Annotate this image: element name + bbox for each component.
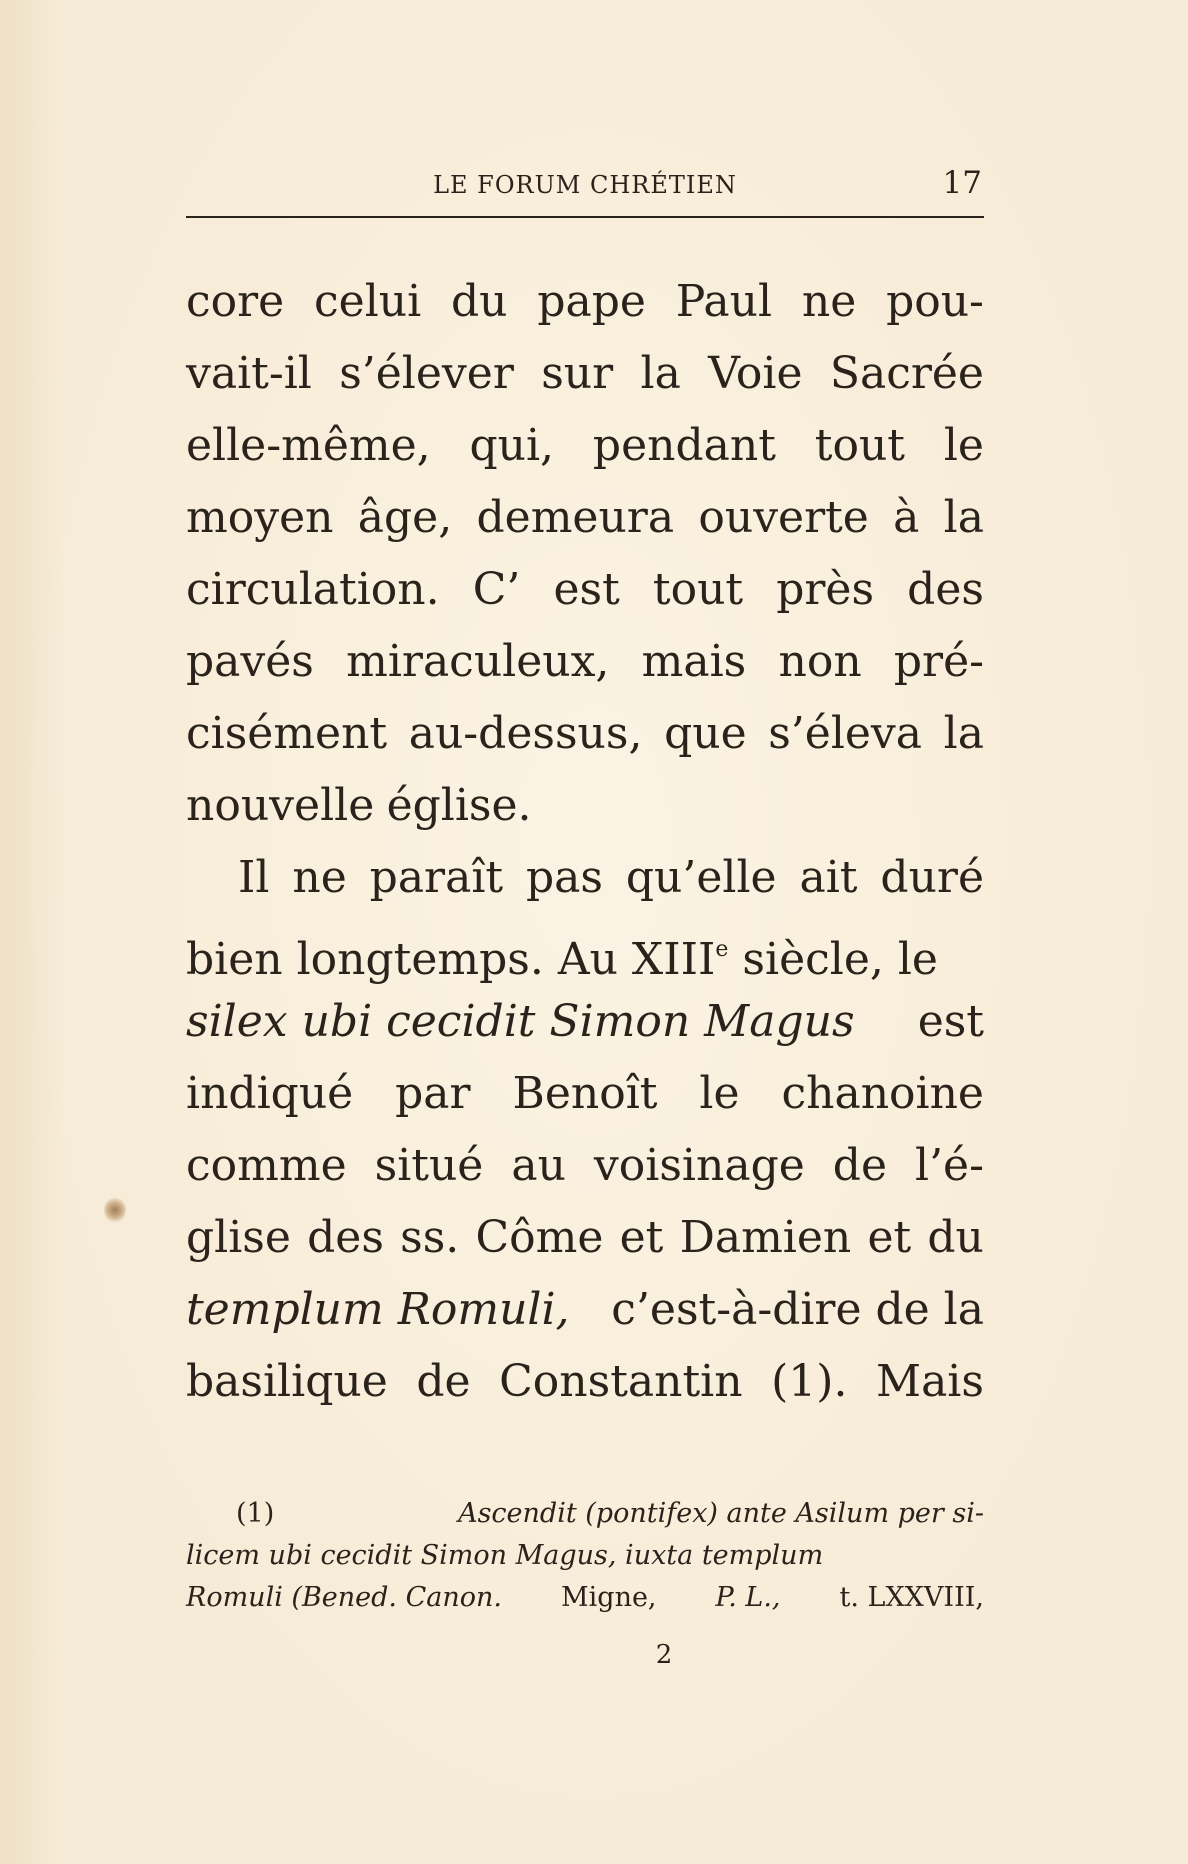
word: duré — [880, 852, 984, 903]
word: au — [511, 1140, 566, 1191]
word: Benoît — [512, 1068, 658, 1119]
word: du — [927, 1212, 984, 1263]
text-line — [186, 770, 984, 842]
word: ne — [801, 276, 857, 327]
word: église. — [386, 780, 532, 831]
word: paraît — [369, 852, 504, 903]
footnote-line-2 — [186, 1535, 984, 1577]
word: situé — [374, 1140, 484, 1191]
text-line — [186, 266, 984, 338]
word: voisinage — [593, 1140, 805, 1191]
text-line — [186, 338, 984, 410]
paper-stain — [104, 1197, 126, 1223]
word: pavés — [186, 636, 314, 687]
footnote-line-1-text: Ascendit (pontifex) ante Asilum per si- — [458, 1498, 984, 1529]
running-title: LE FORUM CHRÉTIEN — [433, 171, 737, 199]
word: tout — [652, 564, 744, 615]
signature-mark: 2 — [655, 1640, 673, 1670]
word: à — [893, 492, 920, 543]
xiii-before: bien longtemps. Au XIII — [186, 934, 716, 985]
silex-roman: est — [917, 996, 984, 1047]
page-number: 17 — [942, 165, 982, 201]
footnote-line-3-roman-2: t. LXXVIII, — [839, 1582, 984, 1613]
word: qui, — [469, 420, 555, 471]
text-line-xiii — [186, 914, 984, 986]
word: Voie — [708, 348, 803, 399]
word: Damien — [679, 1212, 852, 1263]
text-line — [186, 554, 984, 626]
text-line — [186, 1202, 984, 1274]
word: du — [451, 276, 508, 327]
word: Paul — [675, 276, 773, 327]
word: core — [186, 276, 285, 327]
word: pou- — [886, 276, 984, 327]
word: de — [416, 1356, 471, 1407]
word: pré- — [893, 636, 984, 687]
word: (1). — [771, 1356, 848, 1407]
word: vait-il — [186, 348, 312, 399]
word: de — [832, 1140, 887, 1191]
word: nouvelle — [186, 780, 375, 831]
text-line — [186, 1058, 984, 1130]
word: le — [699, 1068, 740, 1119]
word: la — [943, 708, 984, 759]
text-line — [186, 482, 984, 554]
word: tout — [814, 420, 905, 471]
word: par — [395, 1068, 471, 1119]
word: Mais — [876, 1356, 984, 1407]
text-line — [186, 410, 984, 482]
footnote-marker: (1) — [236, 1498, 275, 1529]
word: sur — [541, 348, 614, 399]
word: la — [943, 492, 984, 543]
word: demeura — [476, 492, 675, 543]
word: non — [778, 636, 862, 687]
templum-roman: c’est-à-dire de la — [611, 1284, 984, 1335]
word: comme — [186, 1140, 347, 1191]
word: mais — [641, 636, 747, 687]
text-line — [186, 842, 984, 914]
running-head — [186, 165, 984, 205]
word: ait — [799, 852, 858, 903]
word: C’ — [472, 564, 521, 615]
word: Constantin — [499, 1356, 743, 1407]
text-line — [186, 1346, 984, 1418]
word: des — [907, 564, 984, 615]
header-rule — [186, 216, 984, 218]
word: basilique — [186, 1356, 388, 1407]
word: l’é- — [915, 1140, 984, 1191]
word: des — [307, 1212, 384, 1263]
word: la — [640, 348, 681, 399]
word: et — [867, 1212, 912, 1263]
word: Côme — [475, 1212, 604, 1263]
text-line — [186, 698, 984, 770]
xiii-text — [186, 914, 938, 996]
word: s’éleva — [768, 708, 923, 759]
word: le — [943, 420, 984, 471]
word: circulation. — [186, 564, 440, 615]
word: glise — [186, 1212, 291, 1263]
footnote-line-3 — [186, 1577, 984, 1619]
word: cisément — [186, 708, 388, 759]
xiii-after: siècle, le — [728, 934, 938, 985]
footnote-line-1 — [186, 1493, 984, 1535]
templum-italic: templum Romuli, — [186, 1284, 570, 1335]
footnote-line-3-roman-1: Migne, — [561, 1582, 657, 1613]
footnote-line-3-italic-2: P. L., — [715, 1582, 781, 1613]
text-line — [186, 626, 984, 698]
text-line-silex — [186, 986, 984, 1058]
xiii-superscript: e — [715, 937, 729, 962]
word: que — [664, 708, 747, 759]
word: chanoine — [781, 1068, 984, 1119]
word: moyen — [186, 492, 334, 543]
word: ne — [292, 852, 347, 903]
word: près — [776, 564, 875, 615]
text-line — [186, 1130, 984, 1202]
word: elle-même, — [186, 420, 431, 471]
body-text — [186, 266, 984, 1418]
word: âge, — [357, 492, 453, 543]
footnote-line-2-text: licem ubi cecidit Simon Magus, iuxta templum — [186, 1540, 824, 1571]
word: pape — [537, 276, 646, 327]
word: au-dessus, — [408, 708, 643, 759]
word: indiqué — [186, 1068, 354, 1119]
word: celui — [314, 276, 422, 327]
word: est — [553, 564, 620, 615]
footnote-line-3-italic: Romuli (Bened. Canon. — [186, 1582, 502, 1613]
word: ouverte — [698, 492, 869, 543]
word: miraculeux, — [346, 636, 610, 687]
word: Sacrée — [829, 348, 984, 399]
word: qu’elle — [625, 852, 777, 903]
footnote — [186, 1493, 984, 1619]
word: pas — [525, 852, 603, 903]
text-line-templum — [186, 1274, 984, 1346]
silex-italic: silex ubi cecidit Simon Magus — [186, 996, 855, 1047]
word: pendant — [592, 420, 776, 471]
word: et — [619, 1212, 664, 1263]
word: Il — [238, 852, 270, 903]
word: s’élever — [339, 348, 514, 399]
word: ss. — [400, 1212, 460, 1263]
